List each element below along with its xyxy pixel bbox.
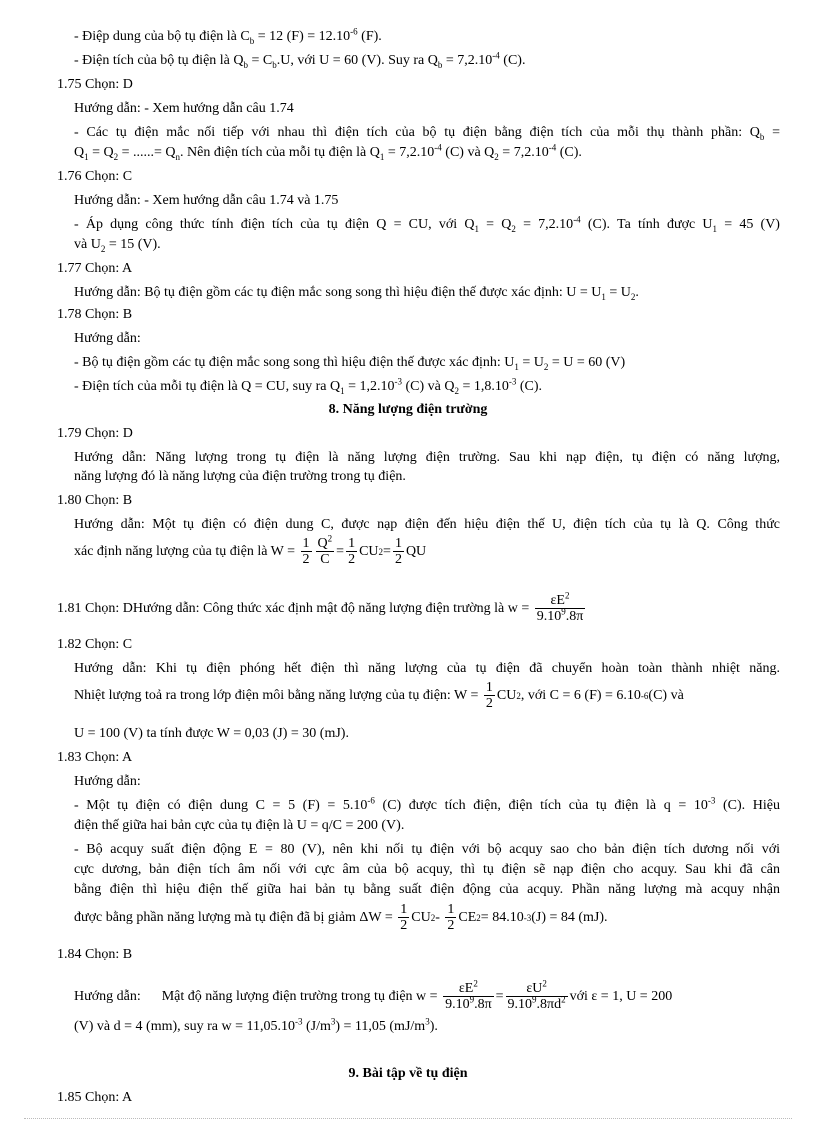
paragraph-line: bằng điện thì hiệu điện thế giữa hai bản tụ bằng suất điện động của acquy. Phần năng lượng mà acquy nhận	[74, 882, 780, 897]
text: - Điệp dung của bộ tụ điện là C	[74, 29, 250, 44]
text: = 1,2.10	[344, 379, 395, 394]
fraction: $\frac{\varepsilon U^2}{9.10^9.8\pi d^2}$	[507, 978, 566, 1012]
text: .U, với U = 60 (V). Suy ra Q	[276, 53, 438, 68]
fraction: $\frac{1}{2}$	[348, 536, 356, 567]
text: - Áp dụng công thức tính điện tích của tụ điện Q = CU, với Q	[74, 217, 475, 232]
subscript: 2	[511, 223, 516, 234]
paragraph-line: U = 100 (V) ta tính được W = 0,03 (J) = 30 (mJ).	[74, 726, 349, 741]
text: (C). Hiệu	[715, 798, 780, 813]
text: = 7,2.10	[498, 145, 549, 160]
paragraph-line: cực dương, bản điện tích âm nối với cực âm của bộ acquy, thì tụ điện sẽ nạp điện cho acquy. Sau khi đã cân	[74, 862, 780, 877]
paragraph-line: điện thế giữa hai bản cực của tụ điện là U = q/C = 200 (V).	[74, 818, 405, 833]
page-bottom-rule	[24, 1118, 792, 1119]
text: (C).	[556, 145, 582, 160]
answer-heading: 1.78 Chọn: B	[57, 307, 133, 322]
text: = C	[248, 53, 273, 68]
guide-line: Hướng dẫn:	[74, 774, 141, 789]
subscript: 2	[454, 385, 459, 396]
paragraph-line	[74, 124, 780, 142]
subscript: 2	[630, 291, 636, 302]
text: - Điện tích của bộ tụ điện là Q	[74, 53, 244, 68]
text: Hướng dẫn: Bộ tụ điện gồm các tụ điện mắc song song thì hiệu điện thế được xác định: U = U	[74, 285, 602, 300]
paragraph-line	[74, 378, 542, 396]
paragraph-line: Hướng dẫn: Năng lượng trong tụ điện là năng lượng điện trường. Sau khi nạp điện, tụ điện có năng lượng,	[74, 450, 780, 465]
superscript: 3	[425, 1016, 430, 1027]
formula-line: xác định năng lượng của tụ điện là W = $\frac{1}{2}$ $\frac{Q^2}{C}$ = $\frac{1}{2}$ CU 2 = $\frac{1}{2}$ QU	[74, 533, 427, 567]
text: = 7,2.10	[384, 145, 435, 160]
text: (J/m	[302, 1019, 331, 1034]
subscript: b	[759, 131, 765, 142]
answer-heading: 1.82 Chọn: C	[57, 637, 133, 652]
answer-heading: 1.80 Chọn: B	[57, 493, 133, 508]
text: (J) = 84 (mJ).	[531, 909, 608, 925]
text: = ......= Q	[118, 145, 176, 160]
text: Nhiệt lượng toả ra trong lớp điện môi bằng năng lượng của tụ điện: W =	[74, 687, 479, 703]
text: = U	[518, 355, 544, 370]
text: = 45 (V)	[717, 217, 780, 232]
paragraph-line: Hướng dẫn: Một tụ điện có điện dung C, được nạp điện đến hiệu điện thế U, điện tích của tụ là Q. Công thức	[74, 517, 780, 532]
text: 1.81 Chọn: DHướng dẫn: Công thức xác định mật độ năng lượng điện trường là w =	[57, 600, 530, 616]
answer-heading: 1.77 Chọn: A	[57, 261, 133, 276]
text: (C) được tích điện, điện tích của tụ điện là q = 10	[374, 798, 708, 813]
subscript: b	[243, 59, 249, 70]
superscript: -4	[548, 142, 557, 153]
formula-line: Nhiệt lượng toả ra trong lớp điện môi bằng năng lượng của tụ điện: W = $\frac{1}{2}$ CU 2 , với C = 6 (F) = 6.10 -6 (C) và	[74, 680, 684, 711]
section-title: 8. Năng lượng điện trường	[328, 402, 488, 417]
section-title: 9. Bài tập về tụ điện	[348, 1066, 468, 1081]
guide-line	[74, 284, 639, 302]
text: (C) và	[648, 687, 684, 703]
answer-heading: 1.83 Chọn: A	[57, 750, 133, 765]
text: CU	[411, 909, 431, 925]
superscript: -4	[434, 142, 442, 153]
text: Hướng dẫn: Mật độ năng lượng điện trường trong tụ điện w =	[74, 988, 438, 1004]
text: = 84.10	[480, 909, 524, 925]
formula-line	[74, 978, 673, 1012]
subscript: 1	[84, 151, 89, 162]
formula-line	[57, 590, 587, 624]
answer-heading: 1.75 Chọn: D	[57, 77, 133, 92]
subscript: b	[272, 59, 277, 70]
subscript: b	[437, 59, 443, 70]
fraction: $\frac{1}{2}$	[394, 536, 402, 567]
subscript: 1	[474, 223, 479, 234]
line-capacitance	[74, 28, 382, 46]
subscript: 2	[543, 361, 549, 372]
text: ).	[429, 1019, 438, 1034]
superscript: -3	[394, 376, 402, 387]
subscript: 1	[601, 291, 606, 302]
text: ) = 11,05 (mJ/m	[335, 1019, 426, 1034]
subscript: 2	[494, 151, 499, 162]
text: = Q	[478, 217, 512, 232]
text: , với C = 6 (F) = 6.10	[520, 687, 641, 703]
text: - Bộ tụ điện gồm các tụ điện mắc song song thì hiệu điện thế được xác định: U	[74, 355, 515, 370]
superscript: -6	[350, 26, 358, 37]
text: = 1,8.10	[458, 379, 509, 394]
answer-heading: 1.84 Chọn: B	[57, 947, 133, 962]
answer-heading: 1.76 Chọn: C	[57, 169, 133, 184]
text: (C) và Q	[401, 379, 455, 394]
text: - Điện tích của mỗi tụ điện là Q = CU, suy ra Q	[74, 379, 341, 394]
text: =	[336, 543, 345, 559]
subscript: 1	[514, 361, 519, 372]
paragraph-line: - Bộ acquy suất điện động E = 80 (V), nên khi nối tụ điện với bộ acquy sao cho bản điện tích dương nối với	[74, 842, 780, 857]
fraction: $\frac{\varepsilon E^2}{9.10^9.8\pi}$	[445, 978, 492, 1012]
paragraph-line	[74, 354, 625, 372]
paragraph-line	[74, 144, 582, 162]
text: (C).	[516, 379, 543, 394]
superscript: -3	[294, 1016, 303, 1027]
text: .	[635, 285, 639, 300]
text: - Các tụ điện mắc nối tiếp với nhau thì điện tích của bộ tụ điện bằng điện tích của mỗi thụ thành phần: Q	[74, 125, 760, 140]
text: = 12 (F) = 12.10	[254, 29, 351, 44]
guide-line: Hướng dẫn: - Xem hướng dẫn câu 1.74 và 1.75	[74, 193, 339, 208]
paragraph-line: Hướng dẫn: Khi tụ điện phóng hết điện thì năng lượng của tụ điện đã chuyển hoàn toàn thành nhiệt năng.	[74, 661, 780, 676]
text: = U = 60 (V)	[548, 355, 626, 370]
paragraph-line	[74, 797, 780, 815]
text: CU	[496, 687, 517, 703]
text: . Nên điện tích của mỗi tụ điện là Q	[180, 145, 380, 160]
text: (F).	[357, 29, 382, 44]
text: (C).	[499, 53, 526, 68]
answer-heading: 1.79 Chọn: D	[57, 426, 133, 441]
text: - Một tụ điện có điện dung C = 5 (F) = 5.10	[74, 798, 368, 813]
subscript: 2	[100, 243, 106, 254]
answer-heading: 1.85 Chọn: A	[57, 1090, 133, 1105]
formula-line: được bằng phần năng lượng mà tụ điện đã bị giảm ΔW = $\frac{1}{2}$ CU 2 - $\frac{1}{2}$ CE 2 = 84.10 -3 (J) = 84 (mJ).	[74, 902, 608, 933]
text: với ε = 1, U = 200	[569, 988, 673, 1004]
text: được bằng phần năng lượng mà tụ điện đã bị giảm ΔW =	[74, 909, 393, 925]
paragraph-line	[74, 1018, 438, 1036]
text: =	[383, 543, 391, 559]
guide-line: Hướng dẫn:	[74, 331, 141, 346]
text: QU	[405, 543, 427, 559]
fraction: $\frac{1}{2}$	[302, 536, 310, 567]
text: (V) và d = 4 (mm), suy ra w = 11,05.10	[74, 1019, 295, 1034]
text: (C) và Q	[441, 145, 495, 160]
paragraph-line: năng lượng đó là năng lượng của điện trường trong tụ điện.	[74, 469, 406, 484]
fraction: $\frac{Q^2}{C}$	[317, 533, 333, 567]
superscript: -6	[367, 795, 375, 806]
superscript: 3	[330, 1016, 336, 1027]
superscript: -3	[508, 376, 517, 387]
text: = Q	[88, 145, 114, 160]
line-charge	[74, 52, 525, 70]
text: Q	[74, 145, 85, 160]
fraction: $\frac{1}{2}$	[400, 902, 408, 933]
subscript: b	[249, 35, 255, 46]
subscript: n	[175, 151, 181, 162]
text: và U	[74, 237, 101, 252]
subscript: 1	[379, 151, 385, 162]
text: =	[764, 125, 780, 140]
text: = U	[605, 285, 631, 300]
paragraph-line	[74, 236, 161, 254]
text: = 7,2.10	[515, 217, 574, 232]
text: CE	[458, 909, 477, 925]
fraction: $\frac{1}{2}$	[447, 902, 455, 933]
superscript: -4	[573, 214, 581, 225]
subscript: 1	[340, 385, 345, 396]
text: xác định năng lượng của tụ điện là W =	[74, 543, 296, 559]
subscript: 1	[712, 223, 718, 234]
superscript: -4	[492, 50, 500, 61]
guide-line: Hướng dẫn: - Xem hướng dẫn câu 1.74	[74, 101, 294, 116]
fraction: $\frac{1}{2}$	[485, 680, 493, 711]
subscript: 2	[113, 151, 119, 162]
superscript: -3	[707, 795, 716, 806]
text: = 7,2.10	[442, 53, 493, 68]
text: =	[495, 988, 504, 1004]
text: CU	[359, 543, 379, 559]
text: -	[435, 909, 440, 925]
text: (C). Ta tính được U	[580, 217, 713, 232]
text: = 15 (V).	[105, 237, 161, 252]
fraction: $\frac{\varepsilon E^2}{9.10^9.8\pi}$	[536, 590, 584, 624]
paragraph-line	[74, 216, 780, 234]
